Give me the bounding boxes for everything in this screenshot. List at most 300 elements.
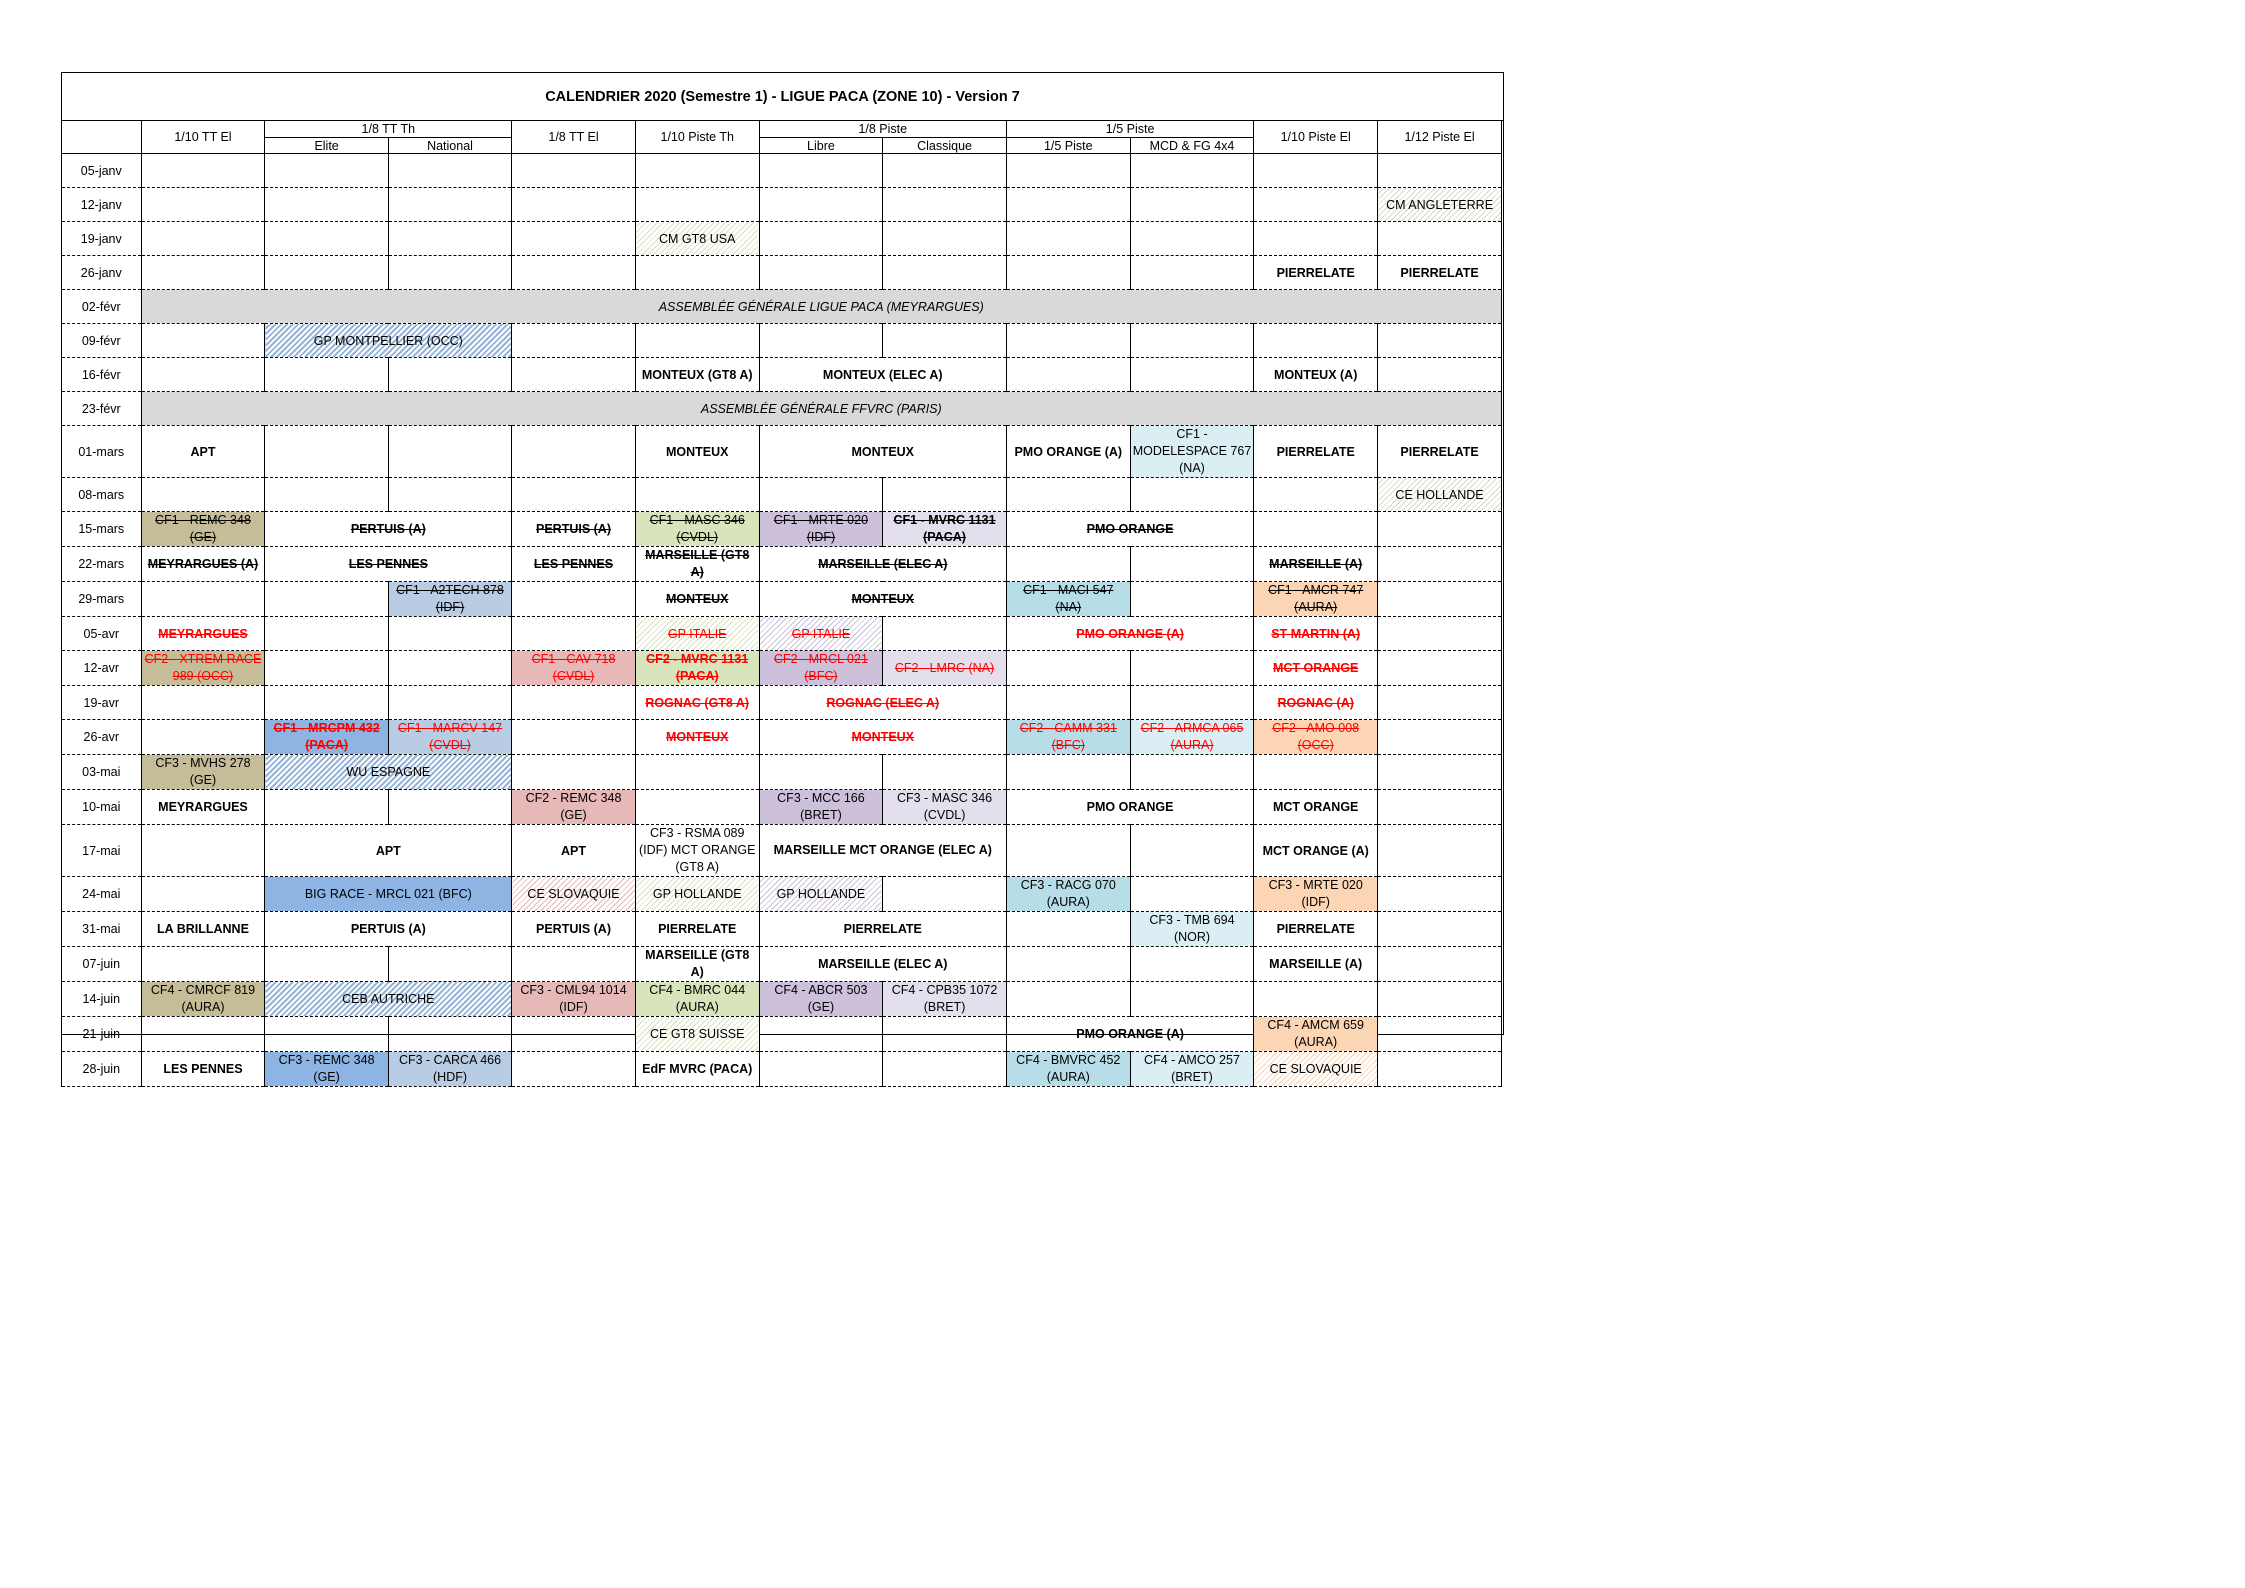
table-row [62, 547, 1502, 582]
event-cell: PERTUIS (A) [265, 912, 512, 947]
event-cell: CF3 - MRTE 020 (IDF) [1254, 877, 1378, 912]
event-cell: MONTEUX (A) [1254, 358, 1378, 392]
empty-cell [1130, 478, 1254, 512]
empty-cell [388, 188, 511, 222]
table-row [62, 478, 1502, 512]
empty-cell [388, 154, 511, 188]
empty-cell [1006, 755, 1130, 790]
event-cell: ASSEMBLÉE GÉNÉRALE FFVRC (PARIS) [141, 392, 1501, 426]
event-cell: CF3 - TMB 694 (NOR) [1130, 912, 1254, 947]
table-row [62, 358, 1502, 392]
empty-cell [1006, 947, 1130, 982]
row-date: 31-mai [62, 912, 142, 947]
event-cell: CF1 - MARCV 147 (CVDL) [388, 720, 511, 755]
header-1-8-tt-th: 1/8 TT Th [265, 121, 512, 138]
row-date: 09-févr [62, 324, 142, 358]
empty-cell [512, 256, 636, 290]
event-cell: BIG RACE - MRCL 021 (BFC) [265, 877, 512, 912]
table-body [62, 154, 1502, 1087]
event-cell: ROGNAC (ELEC A) [759, 686, 1006, 720]
event-cell: MCT ORANGE [1254, 651, 1378, 686]
empty-cell [512, 188, 636, 222]
empty-cell [1130, 154, 1254, 188]
empty-cell [1006, 154, 1130, 188]
empty-cell [1254, 324, 1378, 358]
event-cell: APT [141, 426, 265, 478]
event-cell: CF3 - MASC 346 (CVDL) [883, 790, 1007, 825]
empty-cell [759, 188, 883, 222]
empty-cell [759, 154, 883, 188]
empty-cell [141, 222, 265, 256]
empty-cell [1130, 755, 1254, 790]
empty-cell [512, 755, 636, 790]
event-cell: CF2 - CAMM 331 (BFC) [1006, 720, 1130, 755]
event-cell: CF1 - MRTE 020 (IDF) [759, 512, 883, 547]
event-cell: EdF MVRC (PACA) [635, 1052, 759, 1087]
empty-cell [1378, 512, 1502, 547]
calendar-table [61, 120, 1502, 1087]
event-cell: MEYRARGUES [141, 617, 265, 651]
empty-cell [1130, 947, 1254, 982]
event-cell: CF2 - LMRC (NA) [883, 651, 1007, 686]
row-date: 12-avr [62, 651, 142, 686]
empty-cell [883, 877, 1007, 912]
row-date: 26-avr [62, 720, 142, 755]
empty-cell [635, 755, 759, 790]
empty-cell [141, 947, 265, 982]
event-cell: CF2 - MVRC 1131 (PACA) [635, 651, 759, 686]
table-row [62, 651, 1502, 686]
empty-cell [1130, 358, 1254, 392]
header-1-10-piste-th: 1/10 Piste Th [635, 121, 759, 154]
event-cell: PIERRELATE [635, 912, 759, 947]
event-cell: CE HOLLANDE [1378, 478, 1502, 512]
empty-cell [883, 154, 1007, 188]
event-cell: PMO ORANGE (A) [1006, 426, 1130, 478]
row-date: 19-janv [62, 222, 142, 256]
empty-cell [1378, 686, 1502, 720]
row-date: 02-févr [62, 290, 142, 324]
event-cell: MARSEILLE MCT ORANGE (ELEC A) [759, 825, 1006, 877]
empty-cell [141, 686, 265, 720]
empty-cell [1378, 720, 1502, 755]
empty-cell [141, 1017, 265, 1052]
event-cell: CF4 - CMRCF 819 (AURA) [141, 982, 265, 1017]
table-row [62, 720, 1502, 755]
event-cell: MEYRARGUES [141, 790, 265, 825]
event-cell: PMO ORANGE (A) [1006, 1017, 1253, 1052]
header-1-12-piste-el: 1/12 Piste El [1378, 121, 1502, 154]
event-cell: CF4 - BMRC 044 (AURA) [635, 982, 759, 1017]
empty-cell [265, 686, 388, 720]
empty-cell [265, 256, 388, 290]
empty-cell [759, 1052, 883, 1087]
row-date: 08-mars [62, 478, 142, 512]
row-date: 05-janv [62, 154, 142, 188]
event-cell: CF1 - A2TECH 878 (IDF) [388, 582, 511, 617]
event-cell: PMO ORANGE [1006, 512, 1253, 547]
row-date: 17-mai [62, 825, 142, 877]
event-cell: CE SLOVAQUIE [512, 877, 636, 912]
event-cell: MONTEUX [635, 426, 759, 478]
row-date: 12-janv [62, 188, 142, 222]
event-cell: GP HOLLANDE [759, 877, 883, 912]
header-1-10-tt-el: 1/10 TT El [141, 121, 265, 154]
table-header [62, 121, 1502, 154]
empty-cell [1378, 755, 1502, 790]
header-1-8-tt-el: 1/8 TT El [512, 121, 636, 154]
empty-cell [759, 478, 883, 512]
empty-cell [1006, 547, 1130, 582]
row-date: 03-mai [62, 755, 142, 790]
event-cell: CF4 - ABCR 503 (GE) [759, 982, 883, 1017]
event-cell: MCT ORANGE [1254, 790, 1378, 825]
empty-cell [512, 582, 636, 617]
empty-cell [759, 324, 883, 358]
row-date: 26-janv [62, 256, 142, 290]
event-cell: ROGNAC (GT8 A) [635, 686, 759, 720]
event-cell: CF4 - CPB35 1072 (BRET) [883, 982, 1007, 1017]
event-cell: CF2 - ARMCA 065 (AURA) [1130, 720, 1254, 755]
empty-cell [635, 324, 759, 358]
empty-cell [1006, 686, 1130, 720]
event-cell: CF1 - MASC 346 (CVDL) [635, 512, 759, 547]
empty-cell [141, 582, 265, 617]
event-cell: CF3 - RSMA 089 (IDF) MCT ORANGE (GT8 A) [635, 825, 759, 877]
empty-cell [883, 1017, 1007, 1052]
event-cell: CE SLOVAQUIE [1254, 1052, 1378, 1087]
header-date [62, 121, 142, 154]
empty-cell [141, 188, 265, 222]
event-cell: GP MONTPELLIER (OCC) [265, 324, 512, 358]
empty-cell [1254, 512, 1378, 547]
empty-cell [883, 324, 1007, 358]
event-cell: WU ESPAGNE [265, 755, 512, 790]
event-cell: MONTEUX (ELEC A) [759, 358, 1006, 392]
row-date: 21-juin [62, 1017, 142, 1052]
header-1-8-piste: 1/8 Piste [759, 121, 1006, 138]
event-cell: CEB AUTRICHE [265, 982, 512, 1017]
row-date: 19-avr [62, 686, 142, 720]
empty-cell [635, 790, 759, 825]
empty-cell [388, 947, 511, 982]
row-date: 14-juin [62, 982, 142, 1017]
empty-cell [1130, 686, 1254, 720]
event-cell: LA BRILLANNE [141, 912, 265, 947]
empty-cell [1254, 222, 1378, 256]
empty-cell [265, 154, 388, 188]
event-cell: MONTEUX [759, 582, 1006, 617]
empty-cell [1378, 982, 1502, 1017]
event-cell: MONTEUX [635, 720, 759, 755]
table-row [62, 188, 1502, 222]
empty-cell [388, 426, 511, 478]
empty-cell [1006, 478, 1130, 512]
empty-cell [1378, 358, 1502, 392]
empty-cell [141, 358, 265, 392]
empty-cell [1006, 982, 1130, 1017]
event-cell: MONTEUX (GT8 A) [635, 358, 759, 392]
table-row [62, 790, 1502, 825]
event-cell: MARSEILLE (A) [1254, 947, 1378, 982]
empty-cell [512, 686, 636, 720]
empty-cell [512, 222, 636, 256]
empty-cell [1378, 582, 1502, 617]
table-row [62, 290, 1502, 324]
event-cell: CF4 - AMCO 257 (BRET) [1130, 1052, 1254, 1087]
event-cell: PIERRELATE [1378, 256, 1502, 290]
row-date: 10-mai [62, 790, 142, 825]
page-title: CALENDRIER 2020 (Semestre 1) - LIGUE PACA (ZONE 10) - Version 7 [62, 73, 1503, 121]
event-cell: PERTUIS (A) [512, 512, 636, 547]
table-row [62, 825, 1502, 877]
empty-cell [265, 651, 388, 686]
empty-cell [1378, 825, 1502, 877]
empty-cell [1130, 324, 1254, 358]
empty-cell [635, 188, 759, 222]
subheader-mcd-fg-4x4: MCD & FG 4x4 [1130, 138, 1254, 154]
table-row [62, 686, 1502, 720]
empty-cell [141, 825, 265, 877]
event-cell: CF1 - MACI 547 (NA) [1006, 582, 1130, 617]
event-cell: PMO ORANGE (A) [1006, 617, 1253, 651]
empty-cell [1130, 256, 1254, 290]
table-row [62, 324, 1502, 358]
empty-cell [1006, 825, 1130, 877]
empty-cell [1130, 877, 1254, 912]
row-date: 16-févr [62, 358, 142, 392]
event-cell: MARSEILLE (GT8 A) [635, 547, 759, 582]
empty-cell [1006, 188, 1130, 222]
table-row [62, 1017, 1502, 1052]
event-cell: CF2 - REMC 348 (GE) [512, 790, 636, 825]
event-cell: CF1 - MRCPM 432 (PACA) [265, 720, 388, 755]
empty-cell [1130, 582, 1254, 617]
empty-cell [512, 720, 636, 755]
header-1-5-piste: 1/5 Piste [1006, 121, 1253, 138]
empty-cell [1378, 222, 1502, 256]
empty-cell [883, 478, 1007, 512]
empty-cell [388, 790, 511, 825]
event-cell: CF3 - MCC 166 (BRET) [759, 790, 883, 825]
row-date: 15-mars [62, 512, 142, 547]
empty-cell [1378, 947, 1502, 982]
empty-cell [759, 256, 883, 290]
empty-cell [265, 790, 388, 825]
empty-cell [635, 478, 759, 512]
subheader-national: National [388, 138, 511, 154]
empty-cell [512, 358, 636, 392]
empty-cell [883, 188, 1007, 222]
event-cell: CF1 - REMC 348 (GE) [141, 512, 265, 547]
empty-cell [512, 617, 636, 651]
empty-cell [388, 617, 511, 651]
event-cell: PERTUIS (A) [512, 912, 636, 947]
event-cell: PIERRELATE [759, 912, 1006, 947]
event-cell: CF3 - MVHS 278 (GE) [141, 755, 265, 790]
empty-cell [883, 1052, 1007, 1087]
event-cell: MEYRARGUES (A) [141, 547, 265, 582]
event-cell: CF1 - AMCR 747 (AURA) [1254, 582, 1378, 617]
table-row [62, 982, 1502, 1017]
empty-cell [1130, 825, 1254, 877]
empty-cell [388, 686, 511, 720]
subheader-libre: Libre [759, 138, 883, 154]
empty-cell [883, 755, 1007, 790]
empty-cell [1378, 877, 1502, 912]
row-date: 29-mars [62, 582, 142, 617]
event-cell: CF3 - CML94 1014 (IDF) [512, 982, 636, 1017]
event-cell: CF4 - AMCM 659 (AURA) [1254, 1017, 1378, 1052]
event-cell: CF4 - BMVRC 452 (AURA) [1006, 1052, 1130, 1087]
event-cell: MONTEUX [759, 720, 1006, 755]
event-cell: MCT ORANGE (A) [1254, 825, 1378, 877]
table-row [62, 617, 1502, 651]
table-row [62, 256, 1502, 290]
empty-cell [1378, 617, 1502, 651]
empty-cell [141, 478, 265, 512]
event-cell: ROGNAC (A) [1254, 686, 1378, 720]
event-cell: CF2 - AMO 008 (OCC) [1254, 720, 1378, 755]
empty-cell [512, 947, 636, 982]
empty-cell [1254, 188, 1378, 222]
empty-cell [512, 426, 636, 478]
event-cell: CM GT8 USA [635, 222, 759, 256]
event-cell: CF1 - MVRC 1131 (PACA) [883, 512, 1007, 547]
empty-cell [388, 478, 511, 512]
table-row [62, 426, 1502, 478]
event-cell: LES PENNES [512, 547, 636, 582]
table-row [62, 755, 1502, 790]
event-cell: PERTUIS (A) [265, 512, 512, 547]
event-cell: PIERRELATE [1254, 912, 1378, 947]
row-date: 01-mars [62, 426, 142, 478]
event-cell: CF2 - XTREM RACE 989 (OCC) [141, 651, 265, 686]
table-row [62, 392, 1502, 426]
calendar-sheet [61, 72, 1504, 1084]
event-cell: CE GT8 SUISSE [635, 1017, 759, 1052]
empty-cell [1378, 1017, 1502, 1052]
event-cell: CF3 - RACG 070 (AURA) [1006, 877, 1130, 912]
empty-cell [1378, 324, 1502, 358]
event-cell: LES PENNES [265, 547, 512, 582]
row-date: 28-juin [62, 1052, 142, 1087]
table-row [62, 912, 1502, 947]
table-row [62, 154, 1502, 188]
event-cell: MARSEILLE (ELEC A) [759, 547, 1006, 582]
empty-cell [141, 324, 265, 358]
event-cell: CF3 - CARCA 466 (HDF) [388, 1052, 511, 1087]
empty-cell [635, 256, 759, 290]
event-cell: GP HOLLANDE [635, 877, 759, 912]
event-cell: PIERRELATE [1254, 256, 1378, 290]
empty-cell [1378, 912, 1502, 947]
event-cell: PIERRELATE [1378, 426, 1502, 478]
empty-cell [1254, 154, 1378, 188]
empty-cell [141, 720, 265, 755]
empty-cell [1006, 651, 1130, 686]
subheader-classique: Classique [883, 138, 1007, 154]
empty-cell [388, 256, 511, 290]
event-cell: MARSEILLE (A) [1254, 547, 1378, 582]
table-row [62, 1052, 1502, 1087]
empty-cell [141, 154, 265, 188]
event-cell: MONTEUX [635, 582, 759, 617]
event-cell: APT [265, 825, 512, 877]
event-cell: MARSEILLE (GT8 A) [635, 947, 759, 982]
empty-cell [265, 947, 388, 982]
event-cell: GP ITALIE [759, 617, 883, 651]
empty-cell [265, 617, 388, 651]
table-row [62, 222, 1502, 256]
table-row [62, 582, 1502, 617]
empty-cell [1006, 222, 1130, 256]
event-cell: ASSEMBLÉE GÉNÉRALE LIGUE PACA (MEYRARGUES) [141, 290, 1501, 324]
empty-cell [1378, 651, 1502, 686]
event-cell: PIERRELATE [1254, 426, 1378, 478]
empty-cell [1130, 547, 1254, 582]
empty-cell [1130, 651, 1254, 686]
empty-cell [1006, 912, 1130, 947]
event-cell: CF3 - REMC 348 (GE) [265, 1052, 388, 1087]
table-row [62, 877, 1502, 912]
row-date: 07-juin [62, 947, 142, 982]
event-cell: GP ITALIE [635, 617, 759, 651]
empty-cell [883, 222, 1007, 256]
empty-cell [512, 1052, 636, 1087]
empty-cell [1254, 755, 1378, 790]
empty-cell [1006, 358, 1130, 392]
row-date: 24-mai [62, 877, 142, 912]
event-cell: CM ANGLETERRE [1378, 188, 1502, 222]
empty-cell [1130, 222, 1254, 256]
empty-cell [1006, 324, 1130, 358]
empty-cell [388, 222, 511, 256]
empty-cell [141, 877, 265, 912]
event-cell: CF1 - CAV 718 (CVDL) [512, 651, 636, 686]
event-cell: MONTEUX [759, 426, 1006, 478]
event-cell: ST MARTIN (A) [1254, 617, 1378, 651]
empty-cell [265, 358, 388, 392]
empty-cell [1006, 256, 1130, 290]
empty-cell [265, 1017, 388, 1052]
subheader-1-5-piste: 1/5 Piste [1006, 138, 1130, 154]
row-date: 22-mars [62, 547, 142, 582]
empty-cell [759, 222, 883, 256]
empty-cell [635, 154, 759, 188]
empty-cell [1254, 982, 1378, 1017]
event-cell: MARSEILLE (ELEC A) [759, 947, 1006, 982]
event-cell: CF2 - MRCL 021 (BFC) [759, 651, 883, 686]
empty-cell [759, 755, 883, 790]
empty-cell [512, 1017, 636, 1052]
empty-cell [141, 256, 265, 290]
row-date: 05-avr [62, 617, 142, 651]
event-cell: CF1 - MODELESPACE 767 (NA) [1130, 426, 1254, 478]
empty-cell [1254, 478, 1378, 512]
event-cell: APT [512, 825, 636, 877]
table-row [62, 947, 1502, 982]
empty-cell [265, 478, 388, 512]
event-cell: PMO ORANGE [1006, 790, 1253, 825]
empty-cell [512, 154, 636, 188]
empty-cell [883, 617, 1007, 651]
event-cell: LES PENNES [141, 1052, 265, 1087]
empty-cell [883, 256, 1007, 290]
row-date: 23-févr [62, 392, 142, 426]
empty-cell [1130, 982, 1254, 1017]
header-1-10-piste-el: 1/10 Piste El [1254, 121, 1378, 154]
